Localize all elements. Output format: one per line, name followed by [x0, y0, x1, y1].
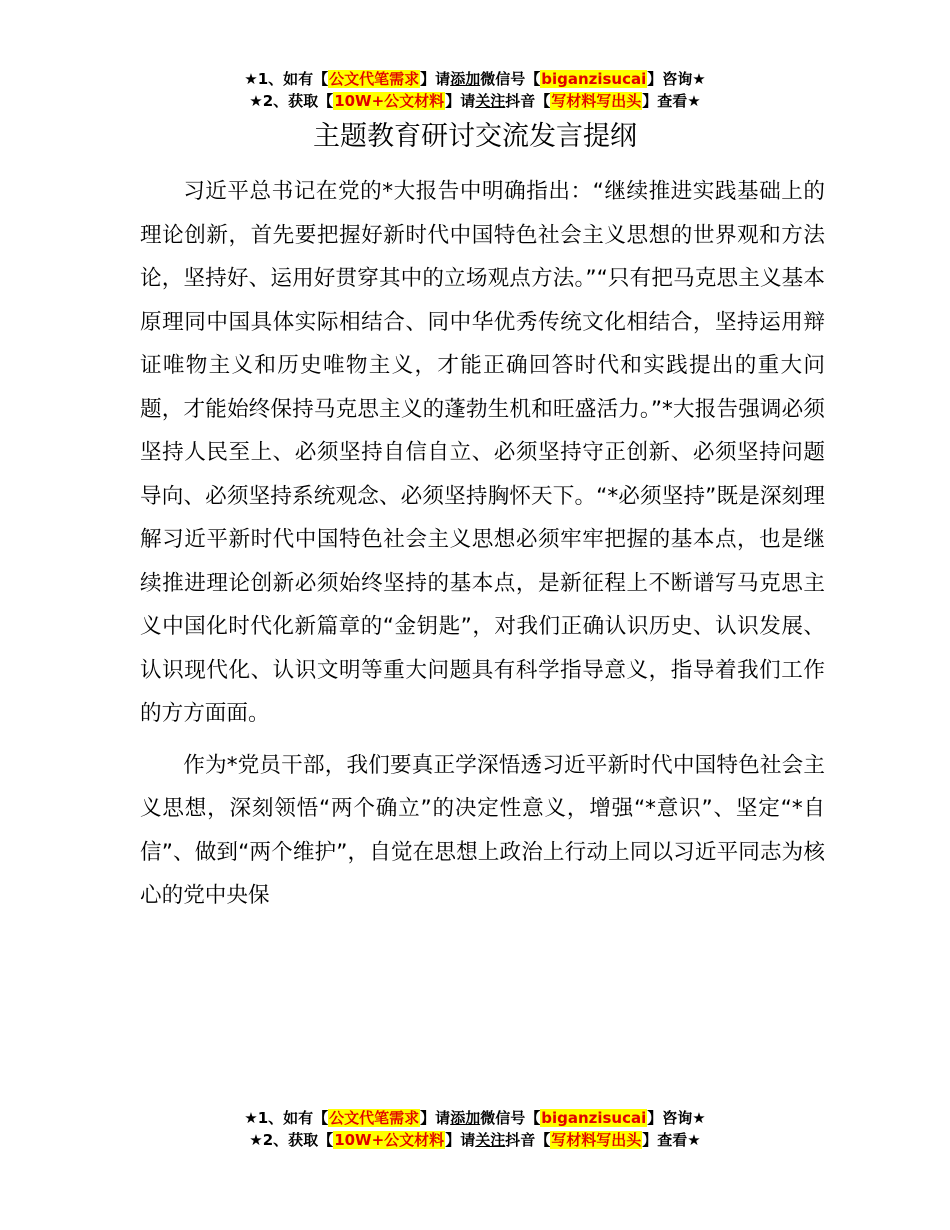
promo-highlight: 10W+公文材料	[334, 92, 445, 110]
promo-text: 微信号【	[480, 1109, 541, 1127]
promo-text: 抖音【	[505, 92, 551, 110]
promo-text: 】查看★	[642, 92, 701, 110]
promo-highlight: 公文代笔需求	[329, 1109, 420, 1127]
promo-highlight: biganzisucai	[541, 70, 647, 88]
header-promo-line-1	[0, 68, 950, 90]
promo-highlight: biganzisucai	[541, 1109, 647, 1127]
promo-text: 】请	[420, 1109, 451, 1127]
promo-highlight: 写材料写出头	[551, 92, 642, 110]
promo-underlined-text: 添加	[450, 70, 481, 88]
promo-highlight: 10W+公文材料	[334, 1131, 445, 1149]
promo-highlight: 写材料写出头	[551, 1131, 642, 1149]
promo-text: 抖音【	[505, 1131, 551, 1149]
promo-text: ★2、获取【	[249, 92, 334, 110]
promo-text: 微信号【	[480, 70, 541, 88]
promo-text: 】咨询★	[647, 70, 706, 88]
promo-underlined-text: 关注	[475, 1131, 506, 1149]
paragraph-2: 作为*党员干部，我们要真正学深悟透习近平新时代中国特色社会主义思想，深刻领悟“两个确立”的决定性意义，增强“*意识”、坚定“*自信”、做到“两个维护”，自觉在思想上政治上行动上同以习近平同志为核心的党中央保	[140, 752, 825, 908]
promo-text: ★1、如有【	[244, 70, 329, 88]
promo-highlight: 公文代笔需求	[329, 70, 420, 88]
promo-text: 】咨询★	[647, 1109, 706, 1127]
promo-text: ★2、获取【	[249, 1131, 334, 1149]
document-body	[140, 170, 825, 918]
footer-promo-line-2	[0, 1129, 950, 1151]
promo-text: 】请	[445, 1131, 476, 1149]
promo-underlined-text: 添加	[450, 1109, 481, 1127]
promo-text: 】请	[445, 92, 476, 110]
footer-promo	[0, 1107, 950, 1151]
promo-text: ★1、如有【	[244, 1109, 329, 1127]
promo-text: 】请	[420, 70, 451, 88]
header-promo	[0, 68, 950, 112]
document-title: 主题教育研讨交流发言提纲	[313, 121, 637, 152]
promo-underlined-text: 关注	[475, 92, 506, 110]
footer-promo-line-1	[0, 1107, 950, 1129]
header-promo-line-2	[0, 90, 950, 112]
paragraph-1: 习近平总书记在党的*大报告中明确指出：“继续推进实践基础上的理论创新，首先要把握好新时代中国特色社会主义思想的世界观和方法论，坚持好、运用好贯穿其中的立场观点方法。”“只有把马克思主义基本原理同中国具体实际相结合、同中华优秀传统文化相结合，坚持运用辩证唯物主义和历史唯物主义，才能正确回答时代和实践提出的重大问题，才能始终保持马克思主义的蓬勃生机和旺盛活力。”*大报告强调必须坚持人民至上、必须坚持自信自立、必须坚持守正创新、必须坚持问题导向、必须坚持系统观念、必须坚持胸怀天下。“*必须坚持”既是深刻理解习近平新时代中国特色社会主义思想必须牢牢把握的基本点，也是继续推进理论创新必须始终坚持的基本点，是新征程上不断谱写马克思主义中国化时代化新篇章的“金钥匙”，对我们正确认识历史、认识发展、认识现代化、认识文明等重大问题具有科学指导意义，指导着我们工作的方方面面。	[140, 179, 825, 726]
promo-text: 】查看★	[642, 1131, 701, 1149]
